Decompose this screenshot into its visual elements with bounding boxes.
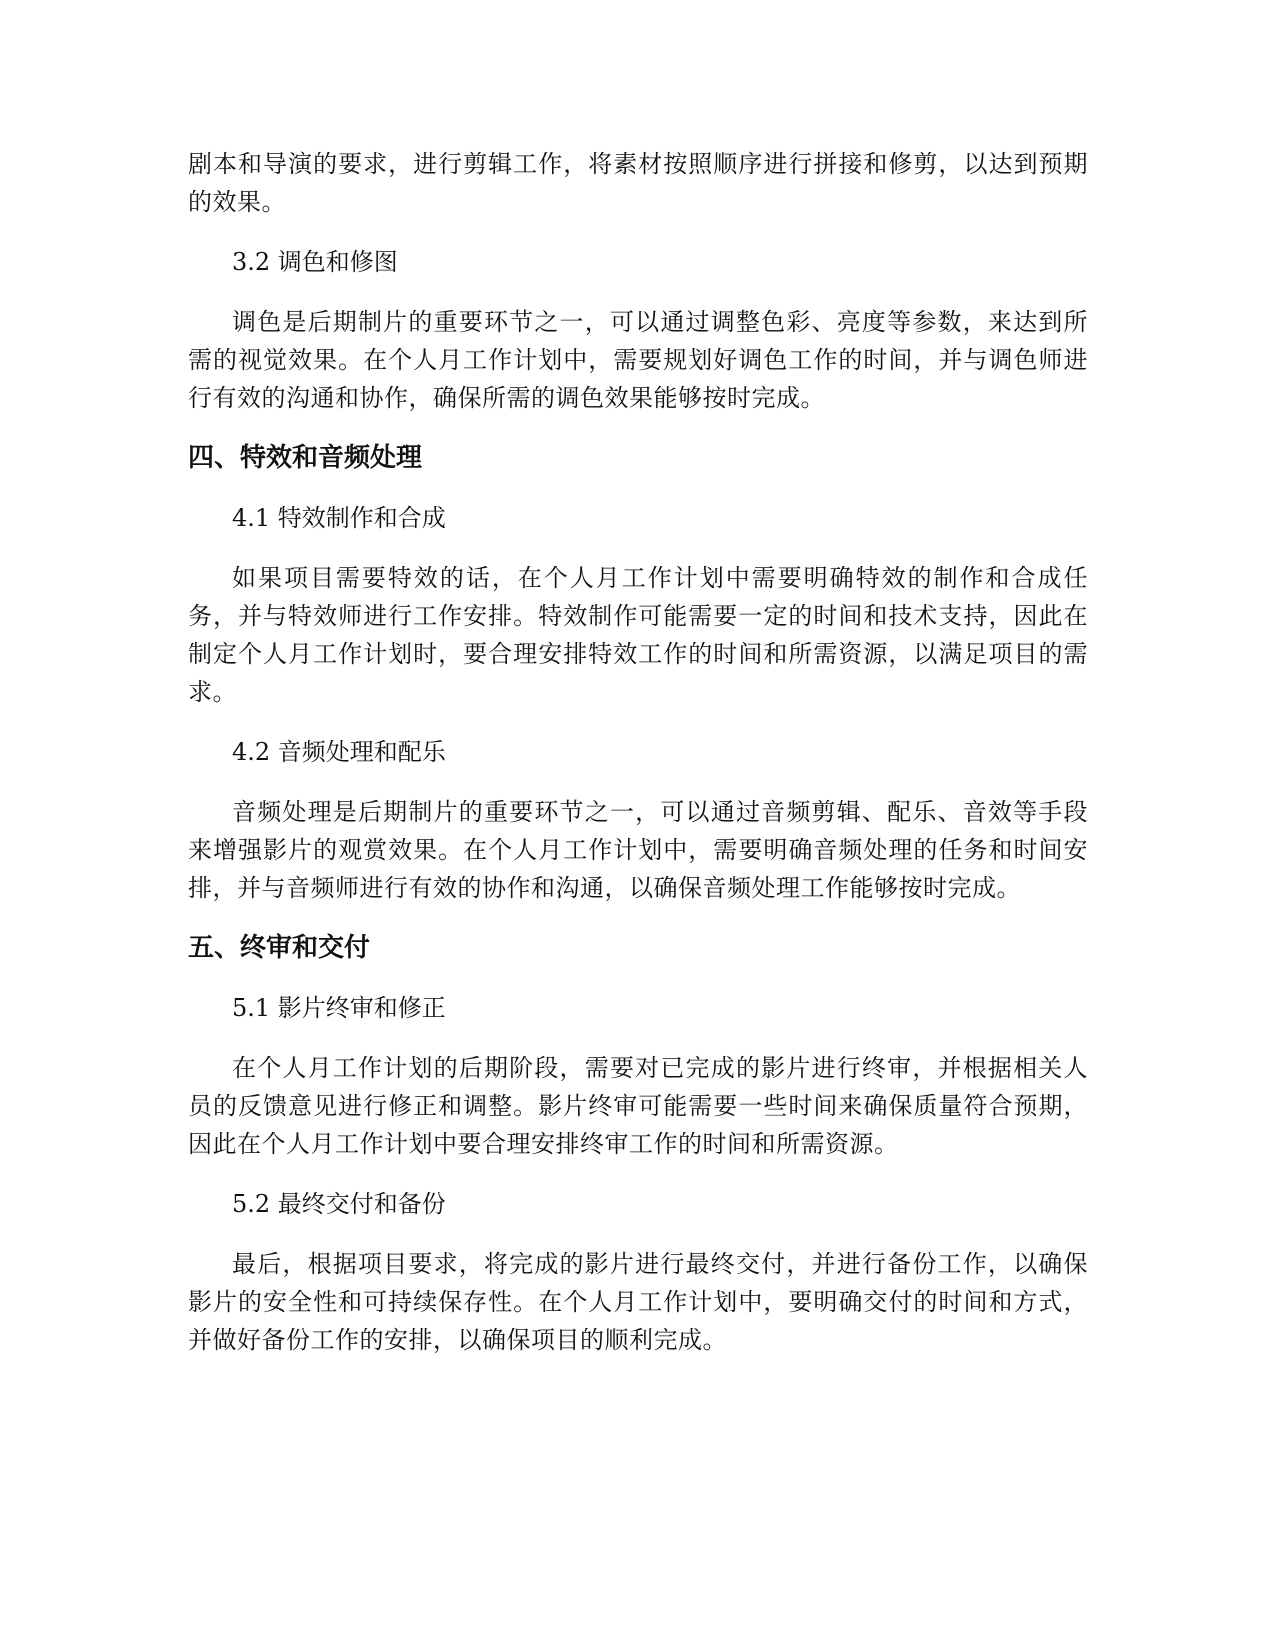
paragraph-final-review: 在个人月工作计划的后期阶段，需要对已完成的影片进行终审，并根据相关人员的反馈意见进行修正和调整。影片终审可能需要一些时间来确保质量符合预期，因此在个人月工作计划中要合理安排终审工作的时间和所需资源。 <box>188 1054 1088 1158</box>
paragraph-delivery: 最后，根据项目要求，将完成的影片进行最终交付，并进行备份工作，以确保影片的安全性和可持续保存性。在个人月工作计划中，要明确交付的时间和方式，并做好备份工作的安排，以确保项目的顺利完成。 <box>188 1250 1088 1354</box>
section-heading-5: 五、终审和交付 <box>188 933 371 963</box>
subheading-5-2: 5.2 最终交付和备份 <box>232 1190 446 1218</box>
section-heading-4: 四、特效和音频处理 <box>188 443 423 473</box>
paragraph-editing-continued: 剧本和导演的要求，进行剪辑工作，将素材按照顺序进行拼接和修剪，以达到预期的效果。 <box>188 150 1088 216</box>
subheading-4-1: 4.1 特效制作和合成 <box>232 504 446 532</box>
subheading-4-2: 4.2 音频处理和配乐 <box>232 738 446 766</box>
subheading-3-2: 3.2 调色和修图 <box>232 248 398 276</box>
subheading-5-1: 5.1 影片终审和修正 <box>232 994 446 1022</box>
paragraph-color-grading: 调色是后期制片的重要环节之一，可以通过调整色彩、亮度等参数，来达到所需的视觉效果。在个人月工作计划中，需要规划好调色工作的时间，并与调色师进行有效的沟通和协作，确保所需的调色效果能够按时完成。 <box>188 308 1088 412</box>
paragraph-audio: 音频处理是后期制片的重要环节之一，可以通过音频剪辑、配乐、音效等手段来增强影片的观赏效果。在个人月工作计划中，需要明确音频处理的任务和时间安排，并与音频师进行有效的协作和沟通，以确保音频处理工作能够按时完成。 <box>188 798 1088 902</box>
document-page <box>188 145 1088 1381</box>
paragraph-vfx: 如果项目需要特效的话，在个人月工作计划中需要明确特效的制作和合成任务，并与特效师进行工作安排。特效制作可能需要一定的时间和技术支持，因此在制定个人月工作计划时，要合理安排特效工作的时间和所需资源，以满足项目的需求。 <box>188 564 1088 706</box>
